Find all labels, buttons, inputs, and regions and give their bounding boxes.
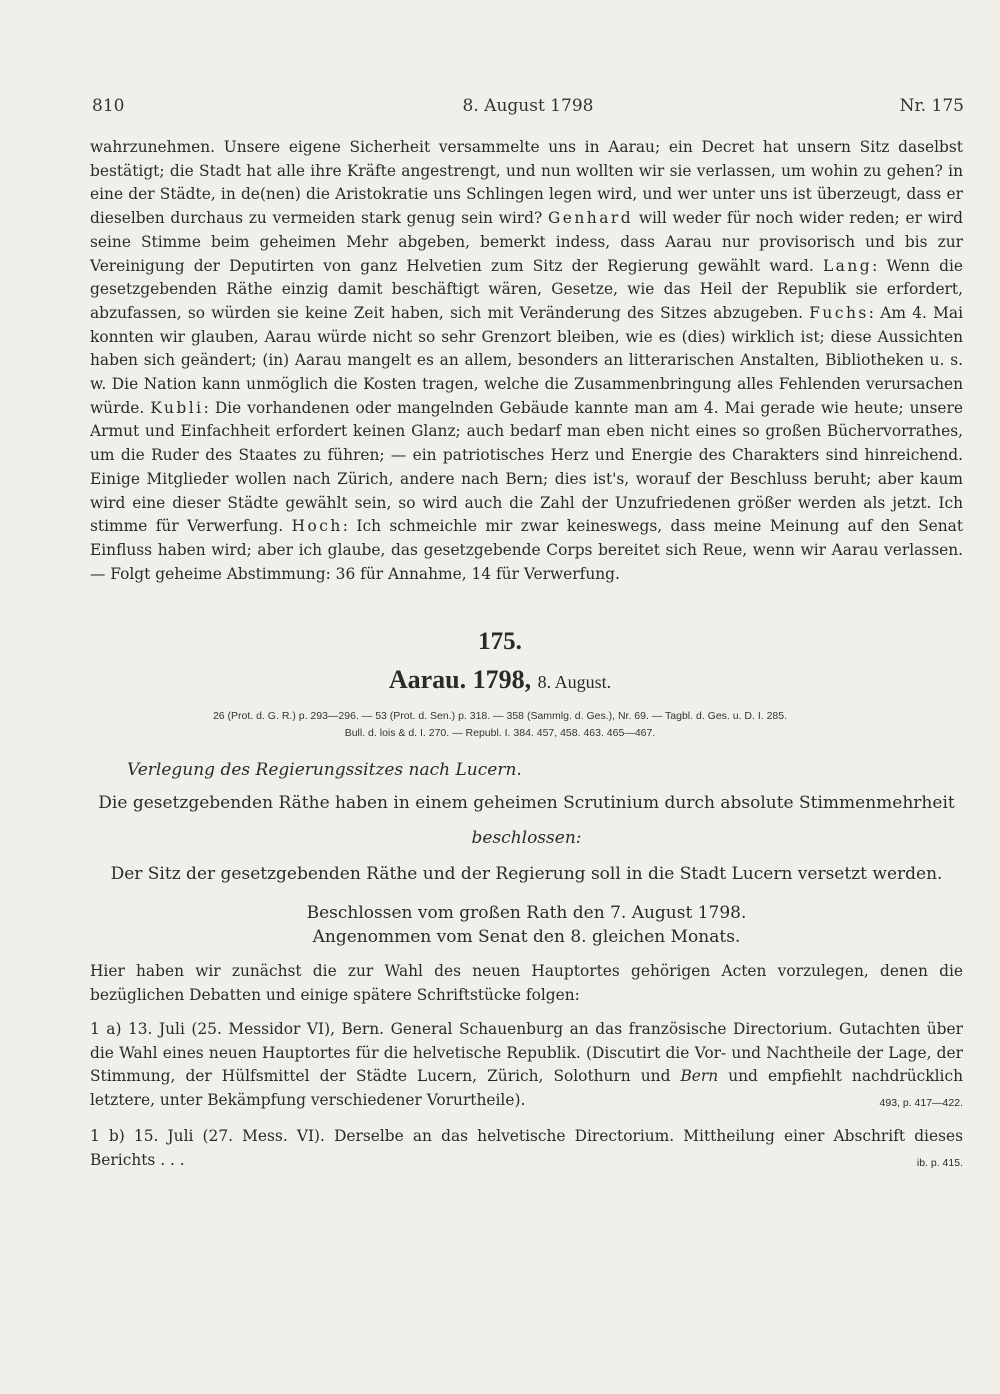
debate-text — [90, 136, 963, 586]
speaker-name: Kubli — [150, 398, 204, 417]
document-number: 175. — [478, 628, 522, 655]
text-run: und empfiehlt nachdrücklich letztere, unter Bekämpfung verschiedener Vorurtheile). — [90, 1067, 963, 1110]
entry-citation: 493, p. 417—422. — [879, 1097, 963, 1110]
text-run: : Ich schmeichle mir zwar keineswegs, dass meine Meinung auf den Senat Einfluss haben wird; aber ich glaube, das gesetzgebende Corps bereitet sich Reue, wenn wir Aarau verlassen. — Folgt geheime Abstimmung: 36 für Annahme, 14 für Verwerfung. — [90, 517, 964, 583]
speaker-name: Lang — [822, 256, 873, 275]
text-run: 1 b) 15. Juli (27. Mess. VI). Derselbe an das helvetische Directorium. Mittheilung einer Abschrift dieses Berichts . . . — [90, 1127, 963, 1169]
page-header — [92, 96, 964, 120]
document-place: Aarau. — [388, 665, 467, 694]
speaker-name: Fuchs — [809, 303, 869, 322]
references-line: 26 (Prot. d. G. R.) p. 293—296. — 53 (Prot. d. Sen.) p. 318. — 358 (Sammlg. d. Ges.), Nr. 69. — Tagbl. d. Ges. u. D. I. 285. — [212, 710, 788, 722]
text-run: 1 a) 13. Juli (25. Messidor VI), Bern. General Schauenburg an das französische Directorium. Gutachten über die Wahl eines neuen Hauptortes für die helvetische Republik. (Discutirt die Vor- und Nachtheile der Lage, der Stimmung, der Hülfsmittel der Städte Lucern, Zürich, Solothurn und — [90, 1020, 963, 1086]
text-run: : Die vorhandenen oder mangelnden Gebäude kannte man am 4. Mai gerade wie heute; unsere Armut und Einfachheit erfordert keinen Glanz; auch bedarf man eben nicht eines so großen Büchervorrathes, um die Ruder des Staates zu führen; — ein patriotisches Herz und Energie des Charakters sind hinreichend. Einige Mitglieder wollen nach Zürich, andere nach Bern; dies ist's, worauf der Beschluss beruht; aber kaum wird eine dieser Städte gewählt sein, so wird auch die Zahl der Unzufriedenen größer werden als jetzt. Ich stimme für Verwerfung. — [90, 398, 963, 536]
document-year: 1798, — [472, 665, 532, 694]
text-run: will weder für noch wider reden; er wird seine Stimme beim geheimen Mehr abgeben, bemerkt indess, dass Aarau nur provisorisch und bis zur Vereinigung der Deputirten von ganz Helvetien zum Sitz der Regierung gewählt ward. — [90, 209, 963, 275]
text-run: wahrzunehmen. Unsere eigene Sicherheit versammelte uns in Aarau; ein Decret hat unsern Sitz daselbst bestätigt; die Stadt hat alle ihre Kräfte angestrengt, und nun wollten wir sie verlassen, um wohin zu gehen? in eine der Städte, in de(nen) die Aristokratie uns Schlingen legen wird, und wer unter uns ist überzeugt, dass er dieselben durchaus zu vermeiden stark genug sein wird? — [90, 138, 963, 228]
speaker-name: Genhard — [547, 209, 634, 228]
intro-paragraph: Hier haben wir zunächst die zur Wahl des neuen Hauptortes gehörigen Acten vorzulegen, denen die bezüglichen Debatten und einige spätere Schriftstücke folgen: — [90, 962, 963, 1004]
resolution-line: Angenommen vom Senat den 8. gleichen Monats. — [312, 927, 741, 947]
debate-paragraph — [90, 136, 963, 586]
speaker-name: Hoch — [291, 517, 343, 536]
resolution-line: Die gesetzgebenden Räthe haben in einem geheimen Scrutinium durch absolute Stimmenmehrheit — [98, 793, 955, 813]
resolution-line: Der Sitz der gesetzgebenden Räthe und der Regierung soll in die Stadt Lucern versetzt werden. — [110, 864, 943, 884]
header-date: 8. August 1798 — [462, 96, 594, 116]
italic-run: Bern — [680, 1067, 719, 1086]
document-place-date — [0, 665, 1000, 695]
resolution-line: Beschlossen vom großen Rath den 7. August 1798. — [306, 903, 747, 923]
header-document-number: Nr. 175 — [899, 96, 964, 116]
entry-citation: ib. p. 415. — [916, 1156, 963, 1169]
text-run: : Am 4. Mai konnten wir glauben, Aarau würde nicht so sehr Grenzort bleiben, wie es (dies) wirklich ist; diese Aussichten haben sich geändert; (in) Aarau mangelt es an allem, besonders an litterarischen Anstalten, Bibliotheken u. s. w. Die Nation kann unmöglich die Kosten tragen, welche die Zusammenbringung alles Fehlenden verursachen würde. — [90, 303, 963, 417]
document-subject: Verlegung des Regierungssitzes nach Lucern. — [127, 760, 522, 780]
entry-text — [90, 1018, 963, 1113]
references-line: Bull. d. lois & d. I. 270. — Republ. I. 384. 457, 458. 463. 465—467. — [344, 727, 656, 739]
entry-item — [90, 1018, 963, 1116]
document-day: 8. August. — [537, 672, 612, 692]
source-references — [0, 708, 1000, 742]
text-run: : Wenn die gesetzgebenden Räthe einzig damit beschäftigt wären, Gesetze, wie das Heil der Republik sie erfordert, abzufassen, so würden sie keine Zeit haben, sich mit Veränderung des Sitzes abzugeben. — [90, 256, 963, 322]
entry-text — [90, 1125, 963, 1172]
entry-item — [90, 1125, 963, 1175]
resolution-beschlossen: beschlossen: — [471, 828, 582, 848]
page-number: 810 — [92, 96, 125, 116]
